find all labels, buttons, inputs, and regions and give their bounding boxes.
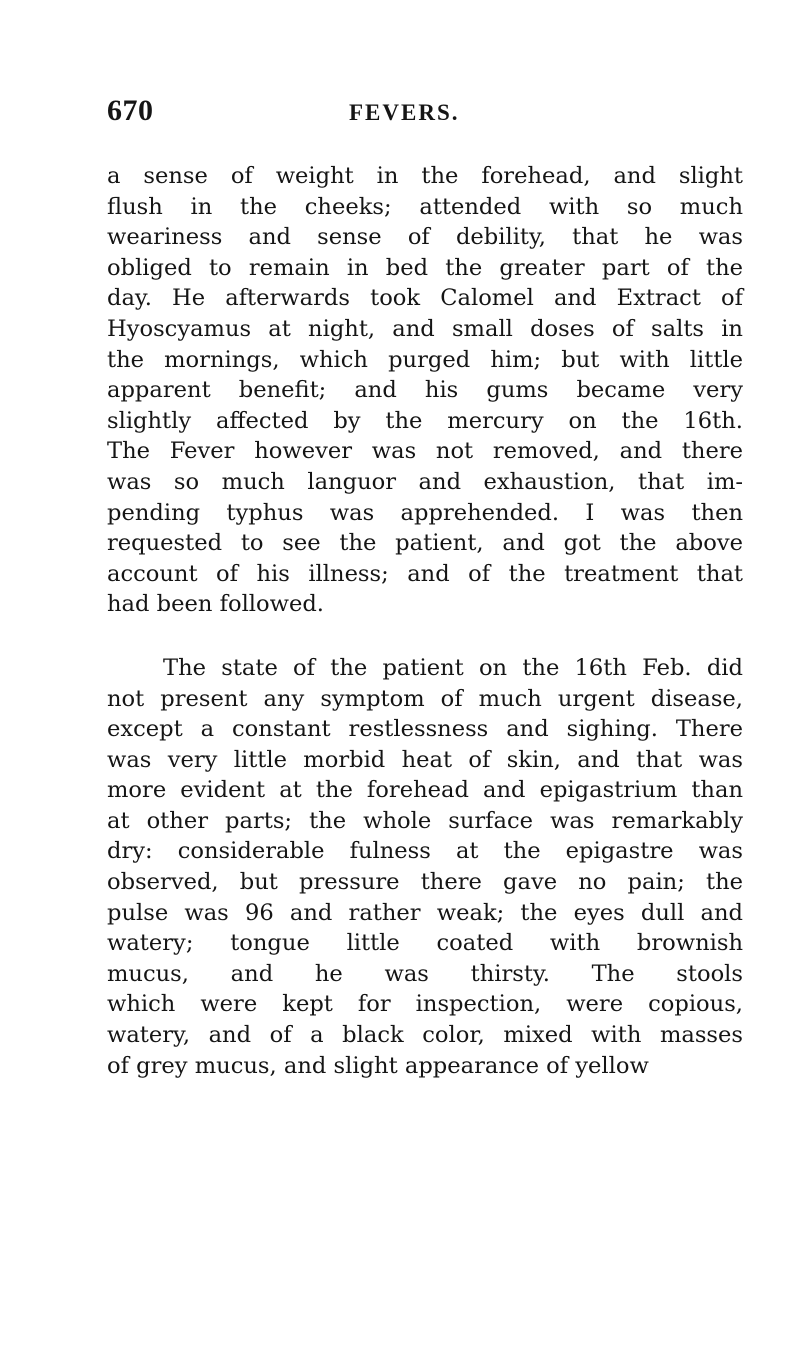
text-line: obliged to remain in bed the greater part of the <box>107 254 743 281</box>
text-line: except a constant restlessness and sighing. There <box>107 716 743 743</box>
text-line: flush in the cheeks; attended with so much <box>107 193 743 220</box>
text-line: which were kept for inspection, were copious, <box>107 991 743 1018</box>
text-line: account of his illness; and of the treatment that <box>107 560 743 587</box>
text-line: a sense of weight in the forehead, and slight <box>107 163 743 189</box>
text-line: watery, and of a black color, mixed with masses <box>107 1022 743 1049</box>
text-line: Hyoscyamus at night, and small doses of salts in <box>107 315 743 342</box>
body-text <box>107 161 743 1081</box>
text-line: weariness and sense of debility, that he was <box>107 224 743 251</box>
page-number: 670 <box>107 94 154 127</box>
text-line: apparent benefit; and his gums became very <box>107 377 743 404</box>
text-line: slightly affected by the mercury on the 16th. <box>107 407 743 434</box>
text-line: dry: considerable fulness at the epigastre was <box>107 838 743 865</box>
running-head <box>107 88 747 138</box>
text-line: mucus, and he was thirsty. The stools <box>107 960 743 987</box>
text-line: pulse was 96 and rather weak; the eyes dull and <box>107 899 743 926</box>
running-title: FEVERS. <box>349 100 460 125</box>
text-line: The state of the patient on the 16th Feb. did <box>163 654 743 681</box>
text-line: at other parts; the whole surface was remarkably <box>107 807 743 834</box>
text-line: pending typhus was apprehended. I was then <box>107 499 743 526</box>
text-line: was so much languor and exhaustion, that im- <box>107 468 743 495</box>
text-line: the mornings, which purged him; but with little <box>107 346 743 373</box>
text-line: was very little morbid heat of skin, and that was <box>107 746 743 773</box>
text-line: more evident at the forehead and epigastrium than <box>107 777 743 804</box>
text-line: of grey mucus, and slight appearance of yellow <box>107 1052 649 1079</box>
text-line: requested to see the patient, and got the above <box>107 530 743 557</box>
text-line: watery; tongue little coated with brownish <box>107 930 743 957</box>
paragraph-2 <box>107 653 743 1081</box>
paragraph-gap <box>107 620 743 653</box>
text-line: had been followed. <box>107 591 324 618</box>
text-line: day. He afterwards took Calomel and Extract of <box>107 285 743 312</box>
text-line: observed, but pressure there gave no pain; the <box>107 869 743 896</box>
text-line: not present any symptom of much urgent disease, <box>107 685 743 712</box>
paragraph-1 <box>107 161 743 620</box>
text-line: The Fever however was not removed, and there <box>107 438 743 465</box>
